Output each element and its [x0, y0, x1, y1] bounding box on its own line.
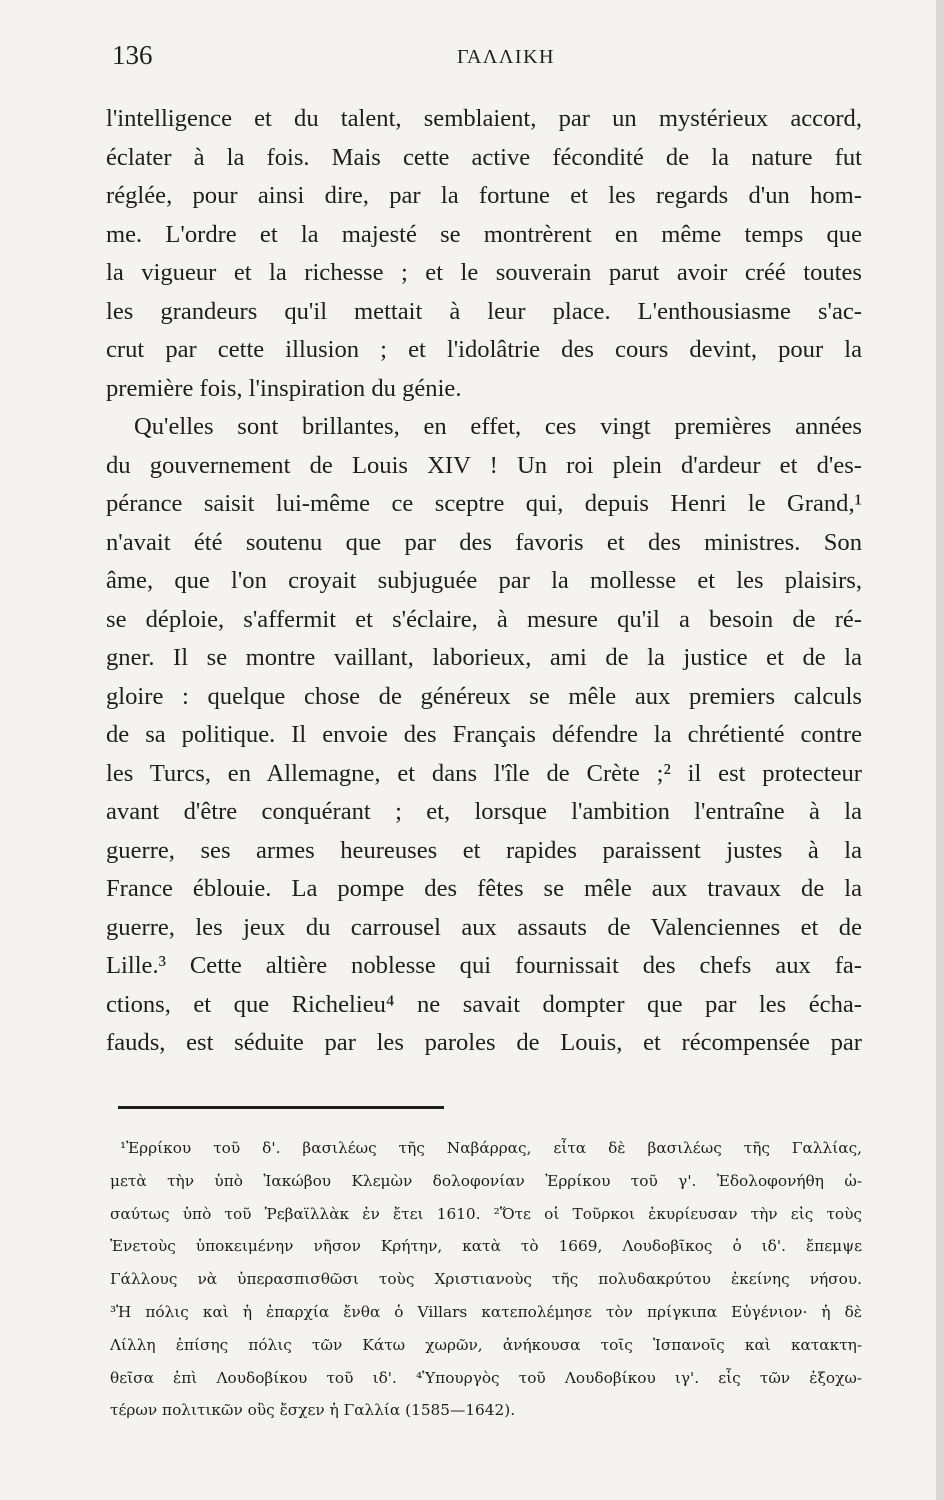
- body-line: éclater à la fois. Mais cette active fécondité de la nature fut: [106, 143, 862, 171]
- body-line: me. L'ordre et la majesté se montrèrent en même temps que: [106, 220, 862, 248]
- body-line: gner. Il se montre vaillant, laborieux, ami de la justice et de la: [106, 644, 862, 671]
- body-line: âme, que l'on croyait subjuguée par la mollesse et les plaisirs,: [106, 567, 862, 594]
- body-line: gloire : quelque chose de généreux se mêle aux premiers calculs: [106, 682, 862, 710]
- body-line: réglée, pour ainsi dire, par la fortune et les regards d'un hom-: [106, 182, 862, 209]
- body-line: guerre, les jeux du carrousel aux assauts de Valenciennes et de: [106, 913, 862, 941]
- footnote-line: Λίλλη ἐπίσης πόλις τῶν Κάτω χωρῶν, ἀνήκουσα τοῖς Ἱσπανοῖς καὶ κατακτη-: [110, 1335, 862, 1354]
- body-line: guerre, ses armes heureuses et rapides paraissent justes à la: [106, 836, 862, 864]
- body-line: Lille.³ Cette altière noblesse qui fournissait des chefs aux fa-: [106, 952, 862, 979]
- footnote-separator: [118, 1106, 444, 1109]
- running-title: ΓΑΛΛΙΚΗ: [457, 46, 555, 68]
- body-line: avant d'être conquérant ; et, lorsque l'ambition l'entraîne à la: [106, 798, 862, 825]
- body-line: l'intelligence et du talent, semblaient, par un mystérieux accord,: [106, 105, 862, 132]
- body-line: se déploie, s'affermit et s'éclaire, à mesure qu'il a besoin de ré-: [106, 605, 862, 633]
- footnote-line: Ἐνετοὺς ὑποκειμένην νῆσον Κρήτην, κατὰ τὸ 1669, Λουδοβῖκος ὁ ιδ'. ἔπεμψε: [110, 1237, 862, 1256]
- body-line: la vigueur et la richesse ; et le souverain parut avoir créé toutes: [106, 259, 862, 286]
- body-line: ctions, et que Richelieu⁴ ne savait dompter que par les écha-: [106, 990, 862, 1018]
- page-header: [112, 40, 852, 84]
- body-line: les Turcs, en Allemagne, et dans l'île de Crète ;² il est protecteur: [106, 759, 862, 787]
- body-line: n'avait été soutenu que par des favoris et des ministres. Son: [106, 528, 862, 556]
- body-line: du gouvernement de Louis XIV ! Un roi plein d'ardeur et d'es-: [106, 451, 862, 479]
- footnote-line: ³Ἡ πόλις καὶ ἡ ἐπαρχία ἔνθα ὁ Villars κατεπολέμησε τὸν πρίγκιπα Εὐγένιον· ἡ δὲ: [110, 1302, 862, 1321]
- page-number: 136: [112, 40, 153, 70]
- footnote-line: θεῖσα ἐπὶ Λουδοβίκου τοῦ ιδ'. ⁴Ὑπουργὸς τοῦ Λουδοβίκου ιγ'. εἷς τῶν ἐξοχω-: [110, 1368, 862, 1387]
- footnote-line: ¹Ἐρρίκου τοῦ δ'. βασιλέως τῆς Ναβάρρας, εἶτα δὲ βασιλέως τῆς Γαλλίας,: [120, 1139, 862, 1157]
- body-line: crut par cette illusion ; et l'idolâtrie des cours devint, pour la: [106, 336, 862, 363]
- footnote-line: τέρων πολιτικῶν οὓς ἔσχεν ἡ Γαλλία (1585—1642).: [110, 1401, 516, 1420]
- footnote-line: Γάλλους νὰ ὑπερασπισθῶσι τοὺς Χριστιανοὺς τῆς πολυδακρύτου ἐκείνης νήσου.: [110, 1270, 862, 1289]
- body-line: première fois, l'inspiration du génie.: [106, 374, 462, 402]
- body-line: fauds, est séduite par les paroles de Louis, et récompensée par: [106, 1029, 862, 1056]
- footnote-line: σαύτως ὑπὸ τοῦ Ῥεβαϊλλὰκ ἐν ἔτει 1610. ²Ὅτε οἱ Τοῦρκοι ἐκυρίευσαν τὴν εἰς τοὺς: [110, 1204, 862, 1223]
- body-line: de sa politique. Il envoie des Français défendre la chrétienté contre: [106, 721, 862, 748]
- footnotes: [110, 1132, 862, 1427]
- body-line: pérance saisit lui-même ce sceptre qui, depuis Henri le Grand,¹: [106, 490, 862, 517]
- body-text: [106, 100, 862, 1063]
- body-line: Qu'elles sont brillantes, en effet, ces vingt premières années: [134, 413, 862, 440]
- body-line: France éblouie. La pompe des fêtes se mêle aux travaux de la: [106, 875, 862, 902]
- page-edge-shadow: [936, 0, 944, 1500]
- footnote-line: μετὰ τὴν ὑπὸ Ἰακώβου Κλεμὼν δολοφονίαν Ἐρρίκου τοῦ γ'. Ἐδολοφονήθη ὡ-: [110, 1171, 862, 1190]
- body-line: les grandeurs qu'il mettait à leur place. L'enthousiasme s'ac-: [106, 297, 862, 325]
